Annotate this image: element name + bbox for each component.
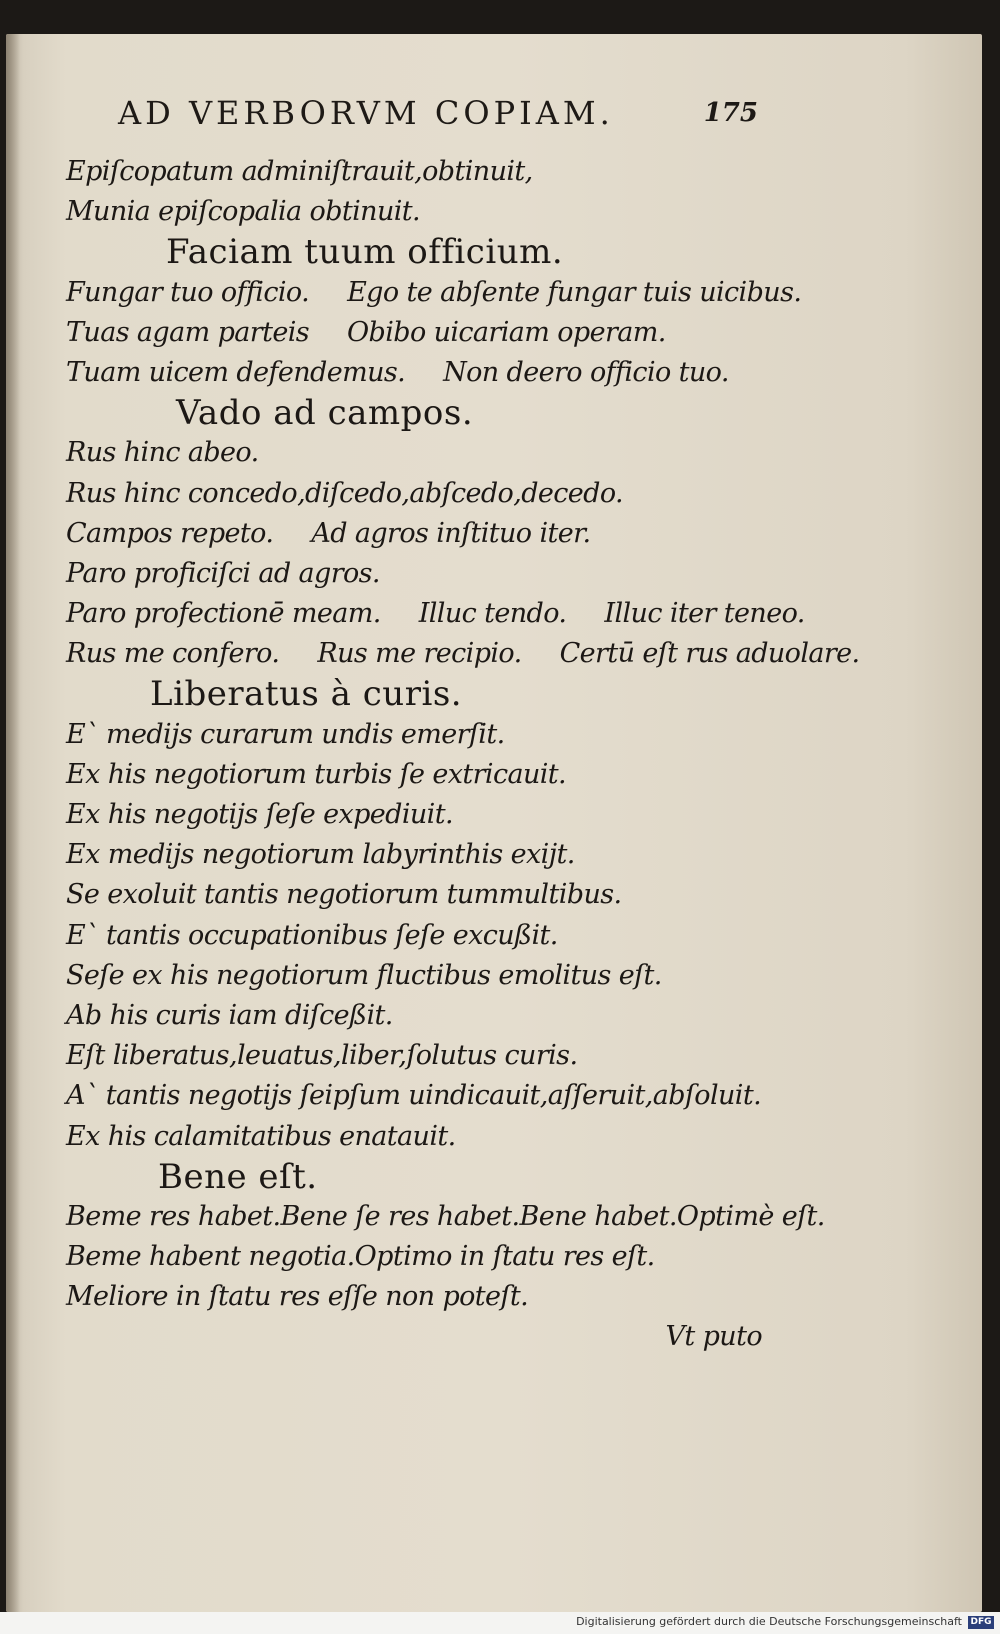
phrase: Illuc tendo. bbox=[418, 598, 567, 630]
phrase: Se exoluit tantis negotiorum tummultibus. bbox=[66, 879, 622, 911]
phrase: Ex his negotiorum turbis ſe extricauit. bbox=[66, 758, 567, 790]
text-line bbox=[66, 1036, 826, 1076]
text-line bbox=[66, 514, 826, 554]
book-page bbox=[6, 34, 982, 1612]
section-heading bbox=[66, 1157, 826, 1197]
phrase: Vado ad campos. bbox=[176, 393, 474, 434]
phrase: Vt puto bbox=[665, 1321, 762, 1353]
phrase: Munia epiſcopalia obtinuit. bbox=[66, 196, 421, 228]
phrase: Ex his calamitatibus enatauit. bbox=[66, 1120, 456, 1152]
phrase: Non deero officio tuo. bbox=[443, 356, 729, 388]
text-line bbox=[66, 1197, 826, 1237]
text-line bbox=[66, 594, 826, 634]
text-line bbox=[66, 996, 826, 1036]
text-line bbox=[66, 313, 826, 353]
running-head: AD VERBORVM COPIAM. bbox=[118, 94, 614, 132]
phrase: Tuas agam parteis bbox=[66, 316, 310, 348]
phrase: Ad agros inſtituo iter. bbox=[311, 517, 591, 549]
text-line bbox=[66, 875, 826, 915]
phrase: Beme habent negotia.Optimo in ſtatu res eſt. bbox=[66, 1241, 655, 1273]
section-heading bbox=[66, 232, 826, 272]
section-heading bbox=[66, 393, 826, 433]
phrase: Meliore in ſtatu res eſſe non poteſt. bbox=[66, 1281, 529, 1313]
digitization-footer bbox=[0, 1612, 1000, 1634]
phrase: Tuam uicem defendemus. bbox=[66, 356, 406, 388]
phrase: Campos repeto. bbox=[66, 517, 274, 549]
section-heading bbox=[66, 674, 826, 714]
dfg-logo: DFG bbox=[968, 1616, 994, 1629]
phrase: Liberatus à curis. bbox=[150, 674, 463, 715]
text-line bbox=[66, 1076, 826, 1116]
phrase: Epiſcopatum adminiſtrauit,obtinuit, bbox=[66, 156, 533, 187]
phrase: Ex his negotijs ſeſe expediuit. bbox=[66, 799, 453, 830]
phrase: A` tantis negotijs ſeipſum uindicauit,aſſeruit,abſoluit. bbox=[66, 1080, 762, 1112]
phrase: Beme res habet.Bene ſe res habet.Bene habet.Optimè eſt. bbox=[66, 1200, 825, 1232]
text-line bbox=[66, 474, 826, 514]
phrase: Seſe ex his negotiorum fluctibus emolitus eſt. bbox=[66, 959, 662, 991]
text-line bbox=[66, 273, 826, 313]
text-line bbox=[66, 916, 826, 956]
catchword bbox=[66, 1317, 826, 1357]
text-line bbox=[66, 755, 826, 795]
phrase: Ab his curis iam diſceßit. bbox=[66, 999, 393, 1031]
phrase: Bene eſt. bbox=[158, 1156, 318, 1197]
phrase: Illuc iter teneo. bbox=[604, 598, 805, 630]
text-line bbox=[66, 1117, 826, 1157]
phrase: Rus me recipio. bbox=[317, 638, 522, 670]
phrase: Fungar tuo officio. bbox=[66, 276, 310, 308]
text-line bbox=[66, 634, 860, 674]
text-line bbox=[66, 1277, 826, 1317]
phrase: E` medijs curarum undis emerſit. bbox=[66, 718, 505, 750]
text-line bbox=[66, 433, 826, 473]
text-line bbox=[66, 715, 826, 755]
text-block bbox=[66, 152, 860, 1358]
text-line bbox=[66, 956, 826, 996]
text-line bbox=[66, 192, 826, 232]
phrase: Certū eſt rus aduolare. bbox=[559, 638, 860, 670]
phrase: Obibo uicariam operam. bbox=[347, 316, 666, 348]
text-line bbox=[66, 1237, 826, 1277]
phrase: Paro proficiſci ad agros. bbox=[66, 557, 380, 589]
funding-credit: Digitalisierung gefördert durch die Deutsche Forschungsgemeinschaft bbox=[576, 1615, 962, 1628]
phrase: Rus hinc concedo,diſcedo,abſcedo,decedo. bbox=[66, 477, 624, 509]
text-line bbox=[66, 353, 826, 393]
phrase: Rus hinc abeo. bbox=[66, 437, 259, 469]
phrase: Paro profectionē meam. bbox=[66, 598, 381, 630]
text-line bbox=[66, 554, 826, 594]
text-line bbox=[66, 152, 826, 192]
page-number: 175 bbox=[703, 98, 758, 128]
text-line bbox=[66, 835, 826, 875]
phrase: Eſt liberatus,leuatus,liber,ſolutus curis. bbox=[66, 1040, 578, 1072]
page-header bbox=[118, 94, 758, 144]
phrase: Faciam tuum officium. bbox=[166, 232, 564, 273]
phrase: E` tantis occupationibus ſeſe excußit. bbox=[66, 919, 558, 951]
phrase: Ego te abſente fungar tuis uicibus. bbox=[347, 276, 802, 308]
text-line bbox=[66, 795, 826, 835]
phrase: Ex medijs negotiorum labyrinthis exijt. bbox=[66, 839, 575, 871]
phrase: Rus me confero. bbox=[66, 638, 280, 670]
